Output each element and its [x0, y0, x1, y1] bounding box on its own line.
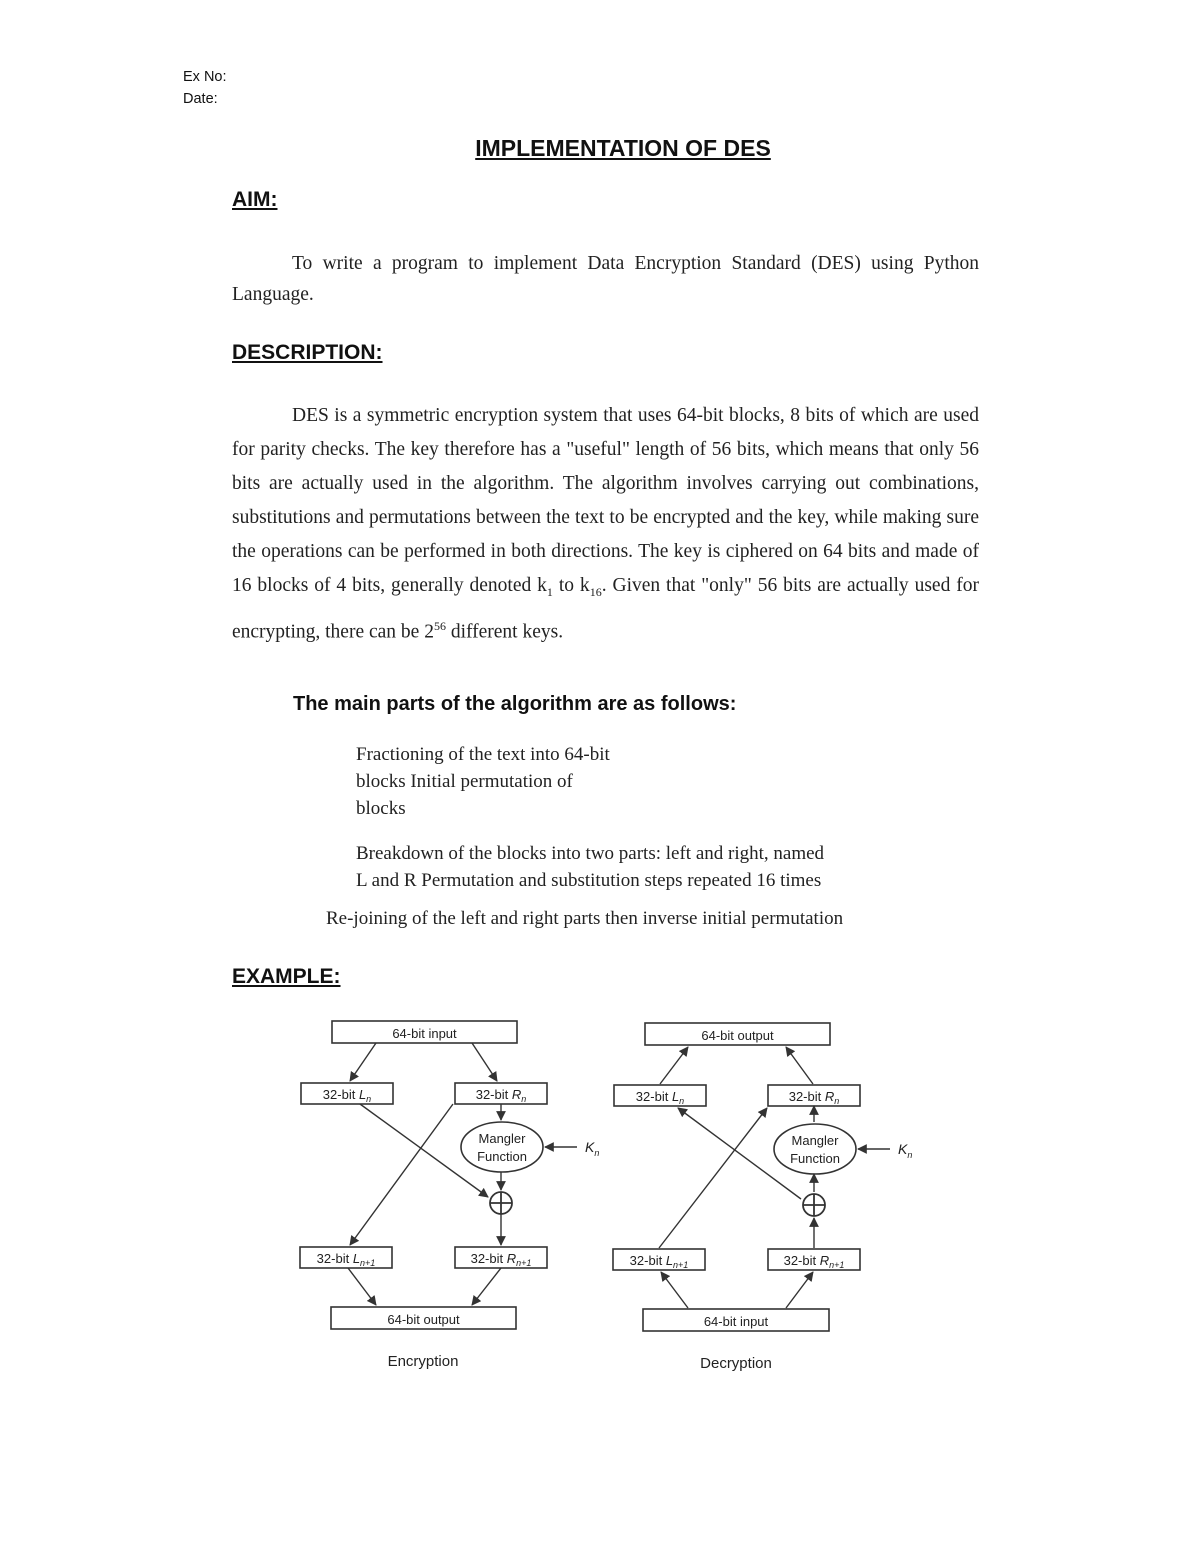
ex-no-label: Ex No: — [183, 69, 227, 85]
encryption-diagram — [300, 1021, 599, 1370]
aim-text: To write a program to implement Data Encryption Standard (DES) using Python Language. — [232, 253, 979, 305]
dec-mangler-label-2: Function — [790, 1151, 840, 1166]
enc-mangler-label-1: Mangler — [478, 1131, 526, 1146]
enc-top-label: 64-bit input — [392, 1026, 457, 1041]
parts-line: Breakdown of the blocks into two parts: left and right, named — [356, 843, 825, 864]
example-heading: EXAMPLE: — [232, 965, 341, 988]
dec-mangler-ellipse — [774, 1124, 856, 1174]
page-title: IMPLEMENTATION OF DES — [475, 135, 771, 161]
aim-heading: AIM: — [232, 188, 278, 211]
parts-line: Fractioning of the text into 64-bit — [356, 744, 610, 765]
decryption-diagram — [613, 1023, 912, 1372]
dec-rn-label: 32-bit $R_n$ — [788, 1089, 840, 1106]
enc-mangler-ellipse — [461, 1122, 543, 1172]
dec-bottom-label: 64-bit input — [703, 1314, 769, 1329]
dec-rn1-label: 32-bit $R_{n+1}$ — [783, 1253, 845, 1270]
enc-key-label: $K_n$ — [585, 1139, 600, 1158]
enc-ln1-label: 32-bit $L_{n+1}$ — [316, 1251, 376, 1268]
enc-ln-label: 32-bit $L_n$ — [322, 1087, 372, 1104]
parts-heading: The main parts of the algorithm are as follows: — [293, 693, 737, 715]
dec-key-label: $K_n$ — [898, 1141, 913, 1160]
parts-line: L and R Permutation and substitution steps repeated 16 times — [356, 870, 822, 891]
description-paragraph: DES is a symmetric encryption system that uses 64-bit blocks, 8 bits of which are used for parity checks. The key therefore has a "useful" length of 56 bits, which means that only 56 bits are actually used in the algorithm. The algorithm involves carrying out combinations, substitutions and permutations between the text to be encrypted and the key, while making sure the operations can be performed in both directions. The key is ciphered on 64 bits and made of 16 blocks of 4 bits, generally denoted $k_1$ to $k_{16}$. Given that "only" 56 bits are actually used for encrypting, there can be $2^{56}$ different keys. — [232, 405, 979, 643]
description-heading: DESCRIPTION: — [232, 341, 383, 364]
dec-ln1-label: 32-bit $L_{n+1}$ — [629, 1253, 689, 1270]
parts-line: blocks — [356, 798, 406, 819]
dec-mangler-label-1: Mangler — [791, 1133, 839, 1148]
enc-rn-label: 32-bit $R_n$ — [475, 1087, 527, 1104]
enc-bottom-label: 64-bit output — [387, 1312, 460, 1327]
dec-caption: Decryption — [700, 1355, 772, 1372]
date-label: Date: — [183, 91, 218, 107]
enc-rn1-label: 32-bit $R_{n+1}$ — [470, 1251, 532, 1268]
parts-line: blocks Initial permutation of — [356, 771, 573, 792]
enc-mangler-label-2: Function — [477, 1149, 527, 1164]
dec-ln-label: 32-bit $L_n$ — [635, 1089, 685, 1106]
dec-top-label: 64-bit output — [701, 1028, 774, 1043]
enc-caption: Encryption — [387, 1353, 459, 1370]
parts-line: Re-joining of the left and right parts then inverse initial permutation — [326, 908, 844, 929]
